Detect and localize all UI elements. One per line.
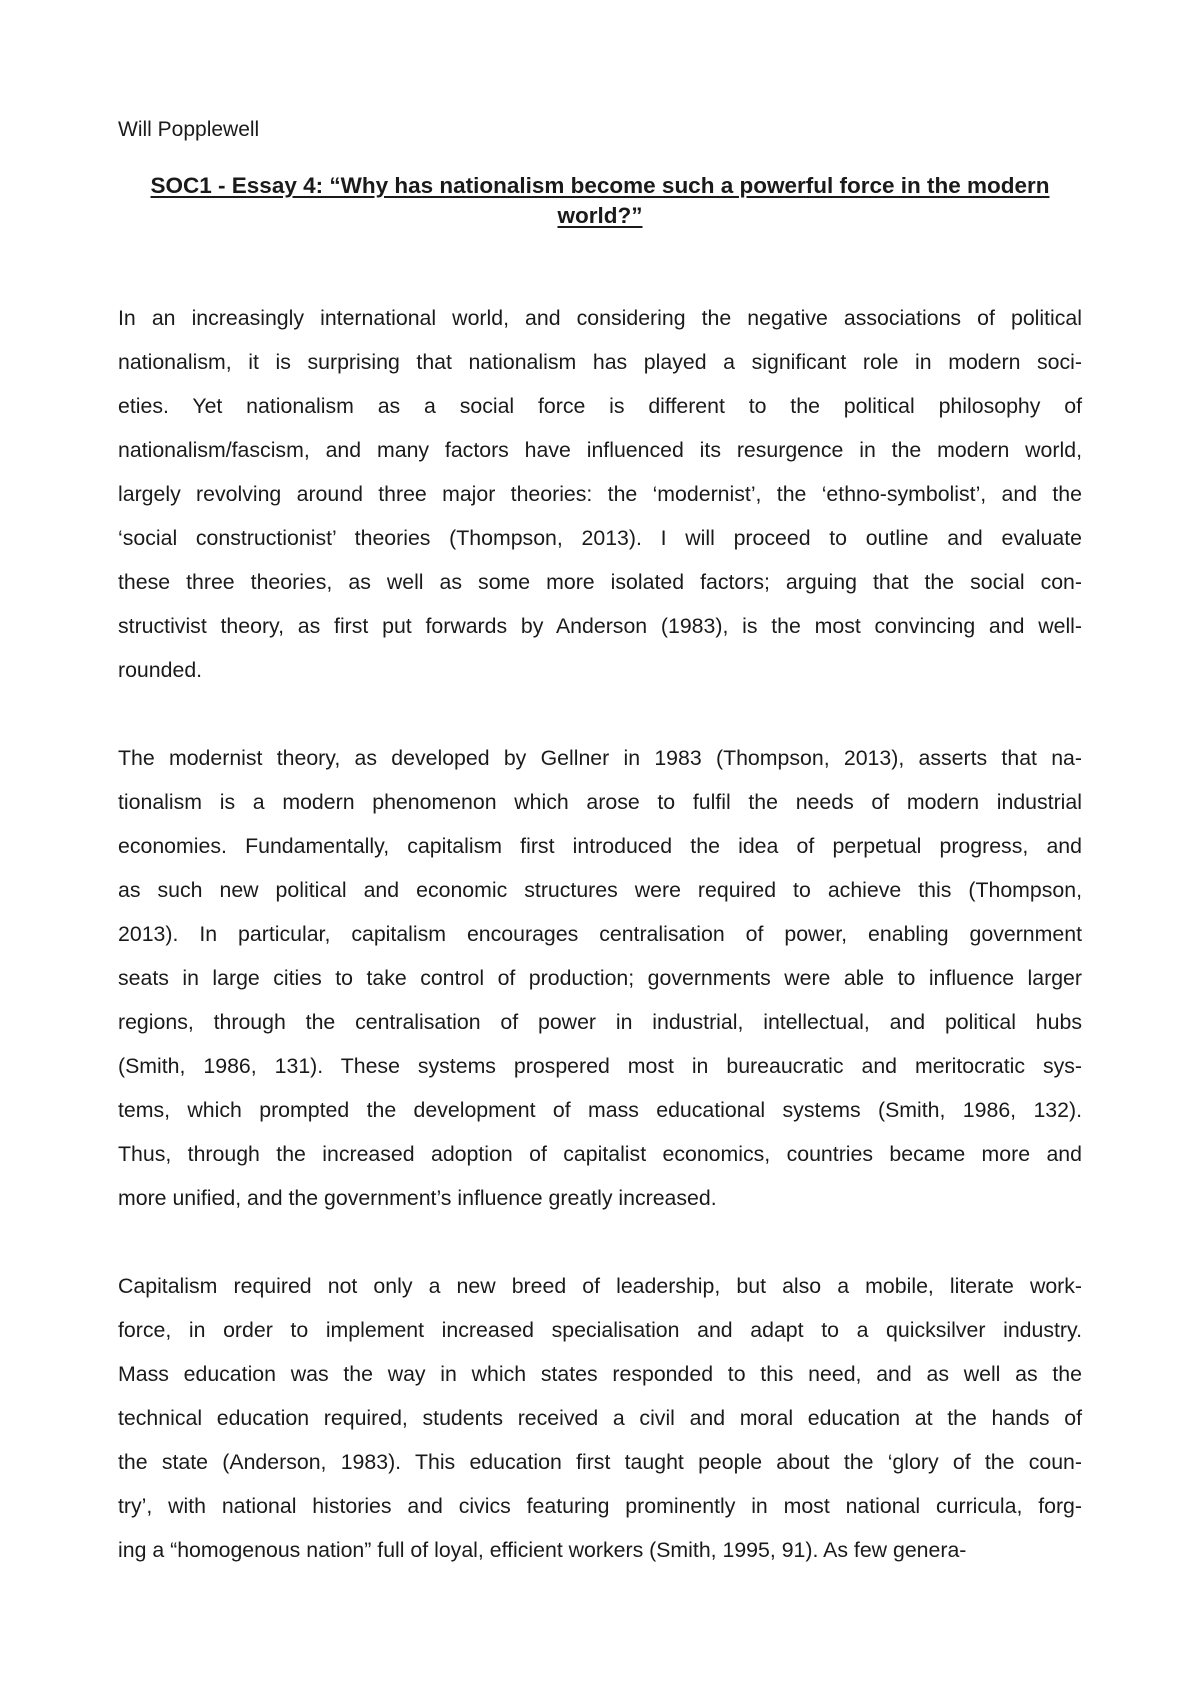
paragraph-line: In an increasingly international world, and considering the negative associations of political: [118, 306, 1082, 330]
body-paragraph: [118, 296, 1082, 692]
paragraph-line: these three theories, as well as some more isolated factors; arguing that the social con-: [118, 570, 1082, 594]
paragraph-line: force, in order to implement increased specialisation and adapt to a quicksilver industry.: [118, 1318, 1082, 1342]
paragraph-line: Thus, through the increased adoption of capitalist economics, countries became more and: [118, 1142, 1082, 1166]
paragraph-line: seats in large cities to take control of production; governments were able to influence larger: [118, 966, 1082, 990]
body-paragraph: [118, 1264, 1082, 1572]
paragraph-line: tionalism is a modern phenomenon which arose to fulfil the needs of modern industrial: [118, 790, 1082, 814]
paragraph-line: eties. Yet nationalism as a social force is different to the political philosophy of: [118, 394, 1082, 418]
paragraph-line: as such new political and economic structures were required to achieve this (Thompson,: [118, 878, 1082, 902]
paragraph-line: nationalism/fascism, and many factors have influenced its resurgence in the modern world,: [118, 438, 1082, 462]
essay-body: [118, 296, 1082, 1616]
paragraph-line: more unified, and the government’s influence greatly increased.: [118, 1186, 717, 1210]
paragraph-line: economies. Fundamentally, capitalism first introduced the idea of perpetual progress, and: [118, 834, 1082, 858]
paragraph-line: Capitalism required not only a new breed of leadership, but also a mobile, literate work-: [118, 1274, 1082, 1298]
paragraph-line: tems, which prompted the development of mass educational systems (Smith, 1986, 132).: [118, 1098, 1082, 1122]
paragraph-line: Mass education was the way in which states responded to this need, and as well as the: [118, 1362, 1082, 1386]
paragraph-line: ‘social constructionist’ theories (Thompson, 2013). I will proceed to outline and evaluate: [118, 526, 1082, 550]
paragraph-line: regions, through the centralisation of power in industrial, intellectual, and political hubs: [118, 1010, 1082, 1034]
paragraph-line: technical education required, students received a civil and moral education at the hands of: [118, 1406, 1082, 1430]
paragraph-line: structivist theory, as first put forwards by Anderson (1983), is the most convincing and well-: [118, 614, 1082, 638]
paragraph-line: The modernist theory, as developed by Gellner in 1983 (Thompson, 2013), asserts that na-: [118, 746, 1082, 770]
paragraph-line: largely revolving around three major theories: the ‘modernist’, the ‘ethno-symbolist’, and the: [118, 482, 1082, 506]
paragraph-line: try’, with national histories and civics featuring prominently in most national curricula, forg-: [118, 1494, 1082, 1518]
paragraph-line: the state (Anderson, 1983). This education first taught people about the ‘glory of the coun-: [118, 1450, 1082, 1474]
body-paragraph: [118, 736, 1082, 1220]
paragraph-line: nationalism, it is surprising that nationalism has played a significant role in modern soci-: [118, 350, 1082, 374]
paragraph-line: (Smith, 1986, 131). These systems prospered most in bureaucratic and meritocratic sys-: [118, 1054, 1082, 1078]
paragraph-line: 2013). In particular, capitalism encourages centralisation of power, enabling government: [118, 922, 1082, 946]
paragraph-line: rounded.: [118, 658, 203, 682]
author-name: Will Popplewell: [118, 118, 260, 141]
essay-title: SOC1 - Essay 4: “Why has nationalism become such a powerful force in the modern world?”: [150, 173, 1050, 228]
paragraph-line: ing a “homogenous nation” full of loyal, efficient workers (Smith, 1995, 91). As few genera-: [118, 1538, 967, 1562]
